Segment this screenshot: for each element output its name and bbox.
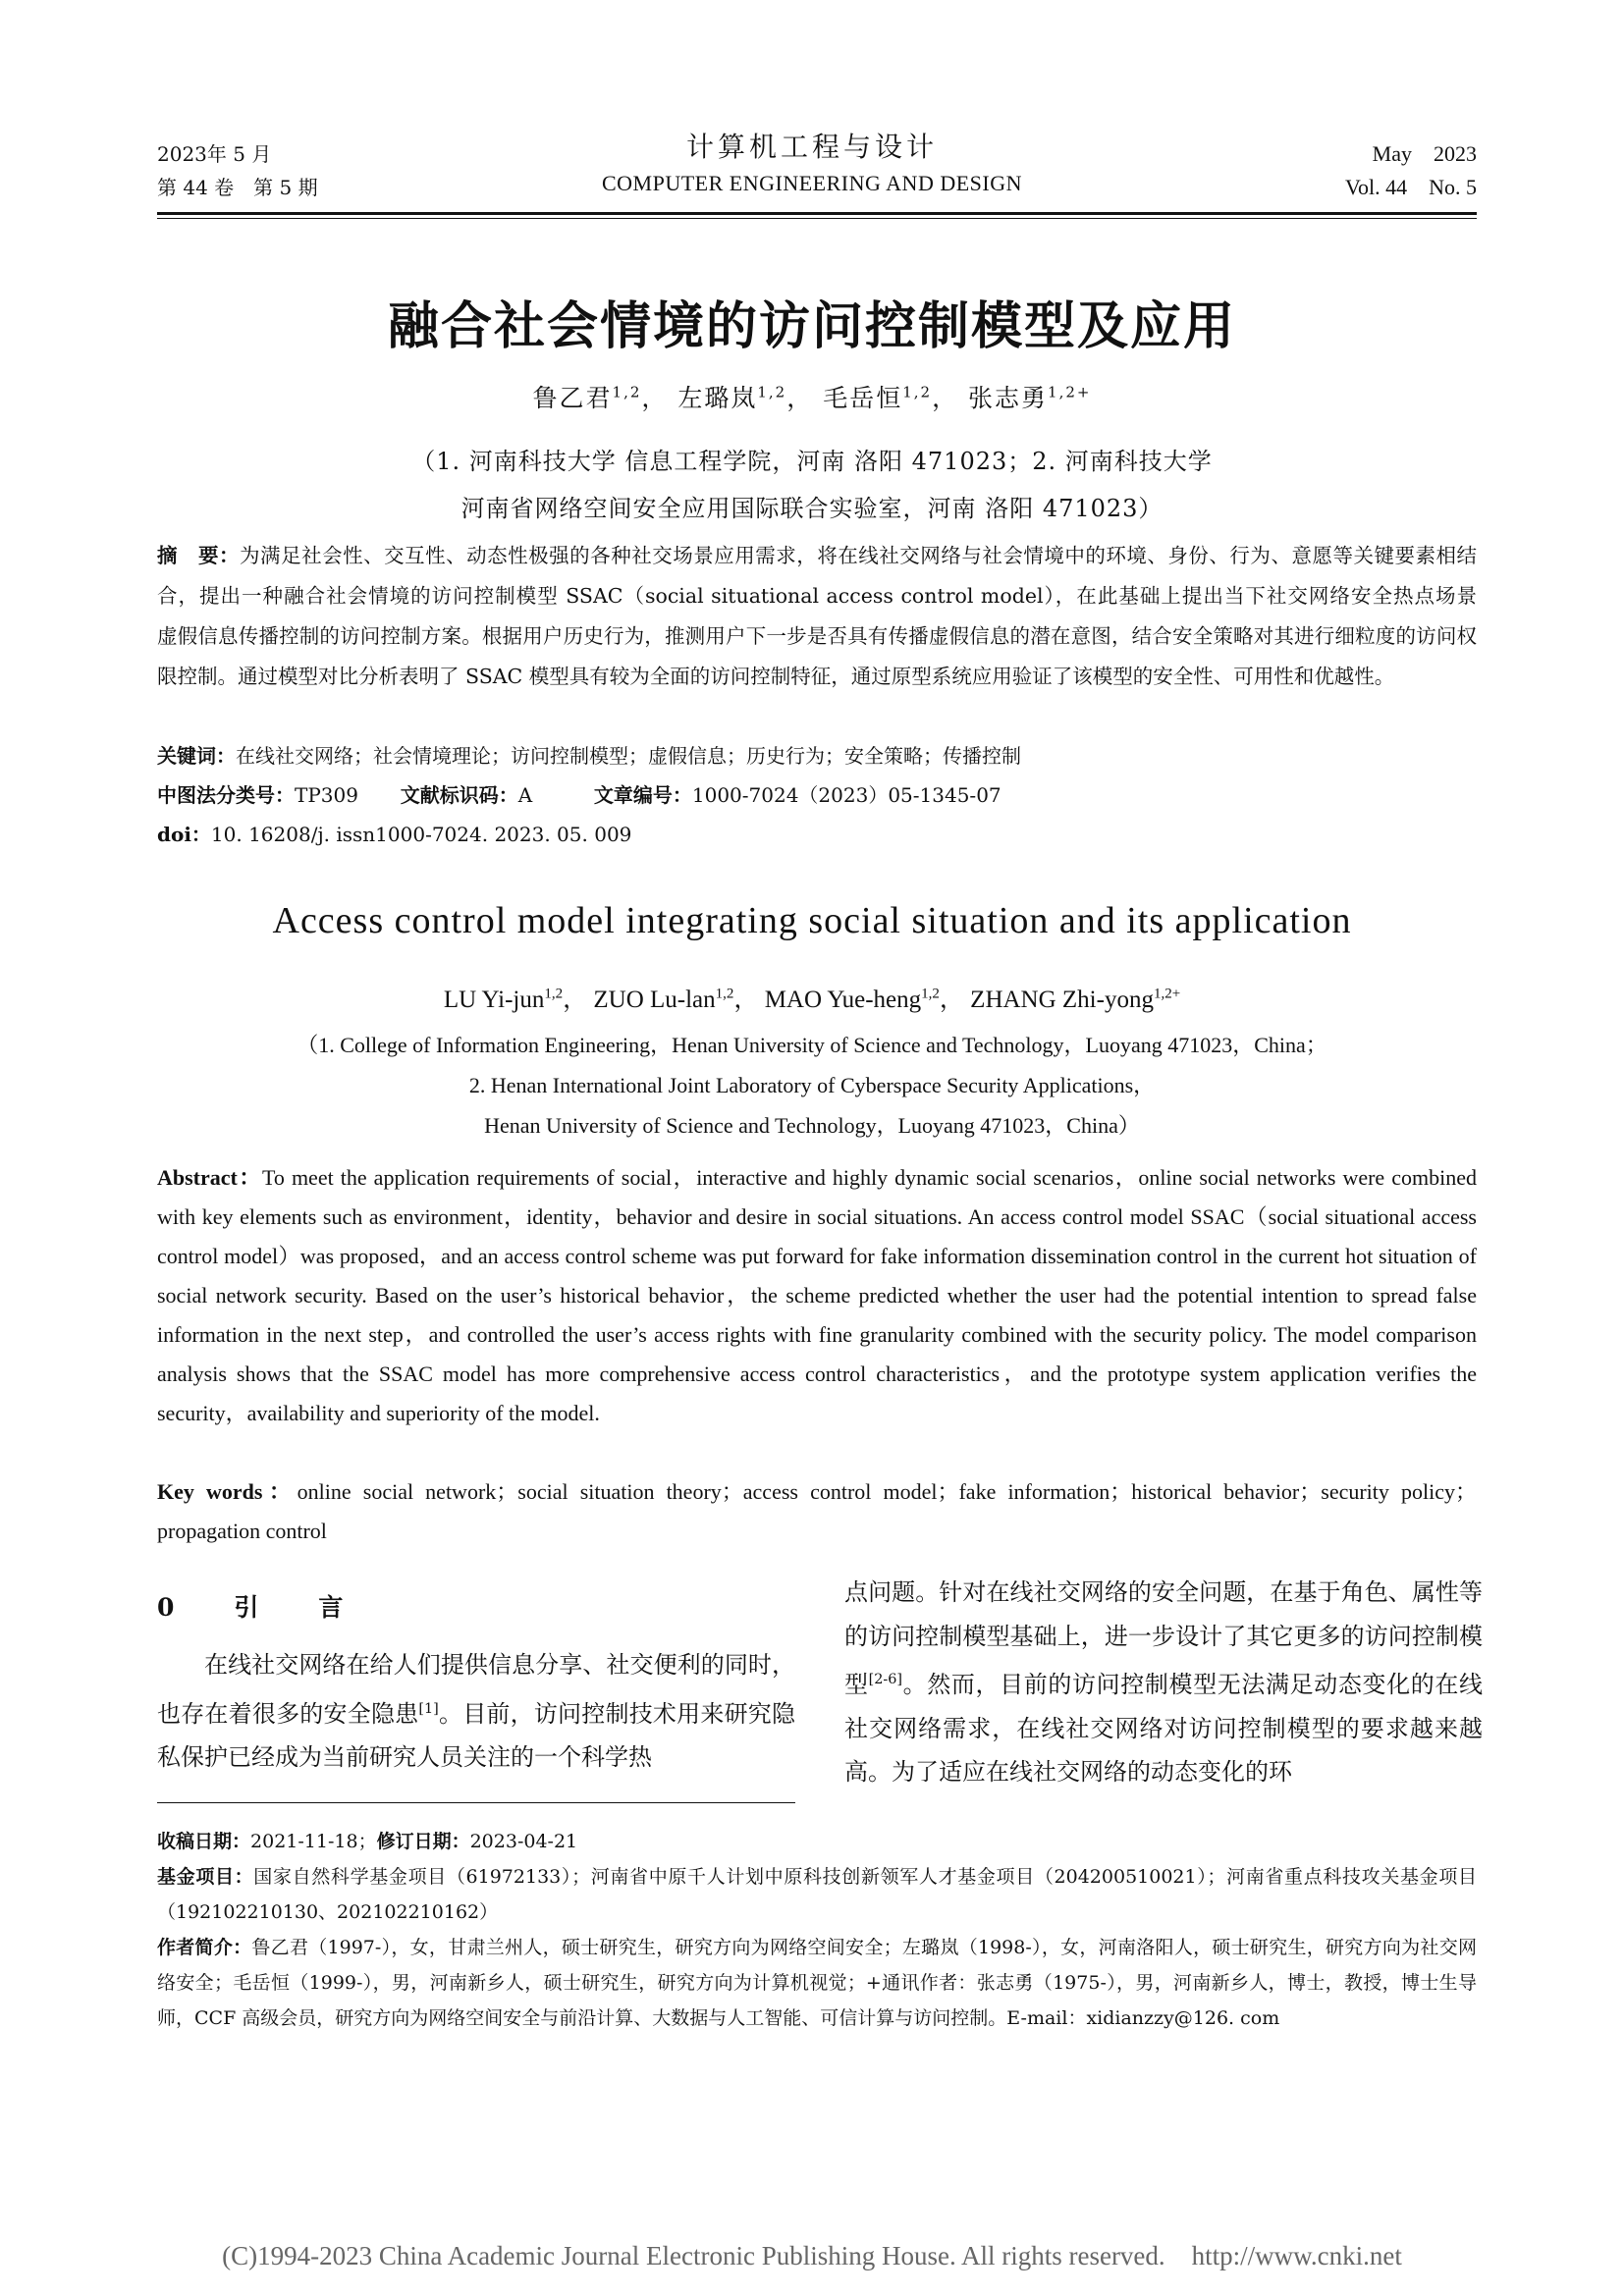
abstract-label-cn: 摘 要： bbox=[157, 544, 241, 567]
author-affil-sup: 1,2 bbox=[757, 383, 787, 401]
footnotes bbox=[157, 1824, 1477, 2036]
author-name: 鲁乙君 bbox=[532, 384, 613, 412]
clc-label: 中图法分类号： bbox=[157, 783, 295, 807]
clc-value: TP309 bbox=[295, 783, 358, 807]
journal-name-cn: 计算机工程与设计 bbox=[685, 131, 938, 163]
author-name: LU Yi-jun bbox=[443, 987, 545, 1013]
footnote-rule bbox=[157, 1802, 795, 1803]
paper-title-en: Access control model integrating social situation and its application bbox=[272, 900, 1352, 941]
affiliation-cn bbox=[0, 438, 1624, 532]
author-affil-sup: 1,2 bbox=[902, 383, 933, 401]
revised-label: 修订日期： bbox=[376, 1831, 470, 1852]
issue-date-cn: 2023年 5 月 bbox=[157, 142, 272, 166]
journal-name-en: COMPUTER ENGINEERING AND DESIGN bbox=[602, 171, 1022, 195]
keywords-label-en: Key words： bbox=[157, 1479, 298, 1504]
author-affil-sup: 1,2 bbox=[921, 986, 940, 1002]
abstract-text-cn: 为满足社会性、交互性、动态性极强的各种社交场景应用需求，将在线社交网络与社会情境中的环境、身份、行为、意愿等关键要素相结合，提出一种融合社会情境的访问控制模型 SSAC（social situational access control model），在此基础上提出当下社交网络安全热点场景 虚假信息传播控制的访问控制方案。根据用户历史行为，推测用户下一步是否具有传播虚假信息的潜在意图，结合安全策略对其进行细粒度的访问权限控制。通过模型对比分析表明了 SSAC 模型具有较为全面的访问控制特征，通过原型系统应用验证了该模型的安全性、可用性和优越性。 bbox=[157, 544, 1517, 688]
funding-label: 基金项目： bbox=[157, 1866, 254, 1888]
classification-line bbox=[157, 777, 1477, 813]
body-paragraph bbox=[844, 1571, 1483, 1794]
affiliation-line: 河南省网络空间安全应用国际联合实验室，河南 洛阳 471023） bbox=[460, 495, 1164, 522]
keywords-text-en: online social network；social situation theory；access control model；fake information；historical behavior；security policy；propagation control bbox=[157, 1479, 1477, 1543]
author-affil-sup: 1,2 bbox=[612, 383, 642, 401]
author-name: ZHANG Zhi-yong bbox=[970, 987, 1154, 1013]
citation: [2-6] bbox=[868, 1672, 903, 1687]
doi-line bbox=[157, 817, 1477, 852]
citation: [1] bbox=[418, 1700, 439, 1717]
doc-code-label: 文献标识码： bbox=[400, 783, 518, 807]
author-list-en: LU Yi-jun$^{1,2}$， ZUO Lu-lan$^{1,2}$， MAO Yue-heng$^{1,2}$， ZHANG Zhi-yong$^{1,2+}$ bbox=[443, 986, 1181, 1013]
doc-code-value: A bbox=[517, 783, 533, 807]
keywords-text-cn: 在线社交网络；社会情境理论；访问控制模型；虚假信息；历史行为；安全策略；传播控制 bbox=[236, 744, 1021, 768]
abstract-text-en: To meet the application requirements of social，interactive and highly dynamic social scenarios，online social networks were combined with key elements such as environment，identity，behavior and desire in social situations. An access control model SSAC（social situational access control model）was proposed，and an access control scheme was put forward for fake information dissemination control in the current hot situation of social network security. Based on the user’s historical behavior，the scheme predicted whether the user had the potential intention to spread false information in the next step，and controlled the user’s access rights with fine granularity combined with the security policy. The model comparison analysis shows that the SSAC model has more comprehensive access control characteristics，and the prototype system application verifies the security，availability and superiority of the model. bbox=[157, 1165, 1477, 1425]
copyright-notice: (C)1994-2023 China Academic Journal Electronic Publishing House. All rights reserved. http://www.cnki.net bbox=[222, 2241, 1402, 2270]
affiliation-line: （1. College of Information Engineering，Henan University of Science and Technology，Luoyang 471023，China； bbox=[297, 1033, 1327, 1057]
header-rule-thin bbox=[157, 218, 1477, 219]
author-name: MAO Yue-heng bbox=[764, 987, 922, 1013]
body-column-right bbox=[844, 1571, 1483, 1794]
author-name: 左璐岚 bbox=[677, 384, 758, 412]
affiliation-line: （1. 河南科技大学 信息工程学院，河南 洛阳 471023；2. 河南科技大学 bbox=[411, 448, 1213, 475]
affiliation-en bbox=[0, 1025, 1624, 1146]
affiliation-line: Henan University of Science and Technology，Luoyang 471023，China） bbox=[484, 1113, 1140, 1138]
issue-info-en bbox=[1345, 137, 1477, 204]
author-name: 张志勇 bbox=[968, 384, 1049, 412]
volume-issue-en: Vol. 44 No. 5 bbox=[1344, 175, 1477, 199]
article-no-label: 文章编号： bbox=[593, 783, 692, 807]
doi-value: 10. 16208/j. issn1000-7024. 2023. 05. 009 bbox=[210, 823, 632, 846]
author-bio bbox=[157, 1930, 1477, 2036]
body-text: 点问题。针对在线社交网络的安全问题，在基于角色、属性等的访问控制模型基础上，进一步设计了其它更多的访问控制模型 bbox=[844, 1578, 1483, 1698]
received-label: 收稿日期： bbox=[157, 1831, 251, 1852]
affiliation-line: 2. Henan International Joint Laboratory of Cyberspace Security Applications， bbox=[468, 1073, 1156, 1097]
author-bio-value: 鲁乙君（1997-），女，甘肃兰州人，硕士研究生，研究方向为网络空间安全；左璐岚（1998-），女，河南洛阳人，硕士研究生，研究方向为社交网络安全；毛岳恒（1999-），男，河南新乡人，硕士研究生，研究方向为计算机视觉；+通讯作者：张志勇（1975-），男，河南新乡人，博士，教授，博士生导师，CCF 高级会员，研究方向为网络空间安全与前沿计算、大数据与人工智能、可信计算与访问控制。E-mail：xidianzzy@126. com bbox=[157, 1937, 1477, 2029]
abstract-en bbox=[157, 1158, 1477, 1433]
author-affil-sup: 1,2 bbox=[544, 986, 564, 1002]
author-affil-sup: 1,2 bbox=[715, 986, 734, 1002]
author-list-cn: 鲁乙君$^{1,2}$， 左璐岚$^{1,2}$， 毛岳恒$^{1,2}$， 张志勇$^{1,2+}$ bbox=[532, 383, 1092, 412]
keywords-en bbox=[157, 1472, 1477, 1551]
abstract-label-en: Abstract： bbox=[157, 1165, 262, 1190]
received-dates bbox=[157, 1824, 1477, 1859]
author-affil-sup: 1,2+ bbox=[1048, 383, 1092, 401]
author-name: 毛岳恒 bbox=[823, 384, 903, 412]
abstract-cn bbox=[157, 536, 1517, 697]
author-name: ZUO Lu-lan bbox=[593, 987, 716, 1013]
funding-value: 国家自然科学基金项目（61972133）；河南省中原千人计划中原科技创新领军人才基金项目（204200510021）；河南省重点科技攻关基金项目（192102210130、202102210162） bbox=[157, 1866, 1477, 1923]
author-bio-label: 作者简介： bbox=[157, 1937, 252, 1958]
doi-label: doi： bbox=[157, 823, 211, 846]
article-no-value: 1000-7024（2023）05-1345-07 bbox=[691, 783, 1001, 807]
body-paragraph bbox=[157, 1643, 795, 1780]
keywords-cn bbox=[157, 738, 1477, 774]
header-rule-thick bbox=[157, 212, 1477, 215]
paper-title-cn: 融合社会情境的访问控制模型及应用 bbox=[387, 296, 1236, 356]
keywords-label-cn: 关键词： bbox=[157, 744, 236, 768]
section-heading: 0 引 言 bbox=[157, 1593, 361, 1622]
body-text: 。目前，访问控制技术用来研究隐私保护已经成为当前研究人员关注的一个科学热 bbox=[157, 1699, 796, 1771]
body-text: 在线社交网络在给人们提供信息分享、社交便利的同时，也存在着很多的安全隐患 bbox=[157, 1651, 795, 1728]
issue-date-en: May 2023 bbox=[1372, 141, 1477, 166]
author-affil-sup: 1,2+ bbox=[1153, 986, 1181, 1002]
body-text: 。然而，目前的访问控制模型无法满足动态变化的在线社交网络需求，在线社交网络对访问控制模型的要求越来越高。为了适应在线社交网络的动态变化的环 bbox=[844, 1671, 1483, 1786]
body-column-left bbox=[157, 1571, 795, 1780]
volume-issue-cn: 第 44 卷 第 5 期 bbox=[157, 176, 318, 199]
revised-value: 2023-04-21 bbox=[469, 1831, 578, 1852]
received-value: 2021-11-18； bbox=[250, 1831, 377, 1852]
funding-info bbox=[157, 1859, 1477, 1930]
